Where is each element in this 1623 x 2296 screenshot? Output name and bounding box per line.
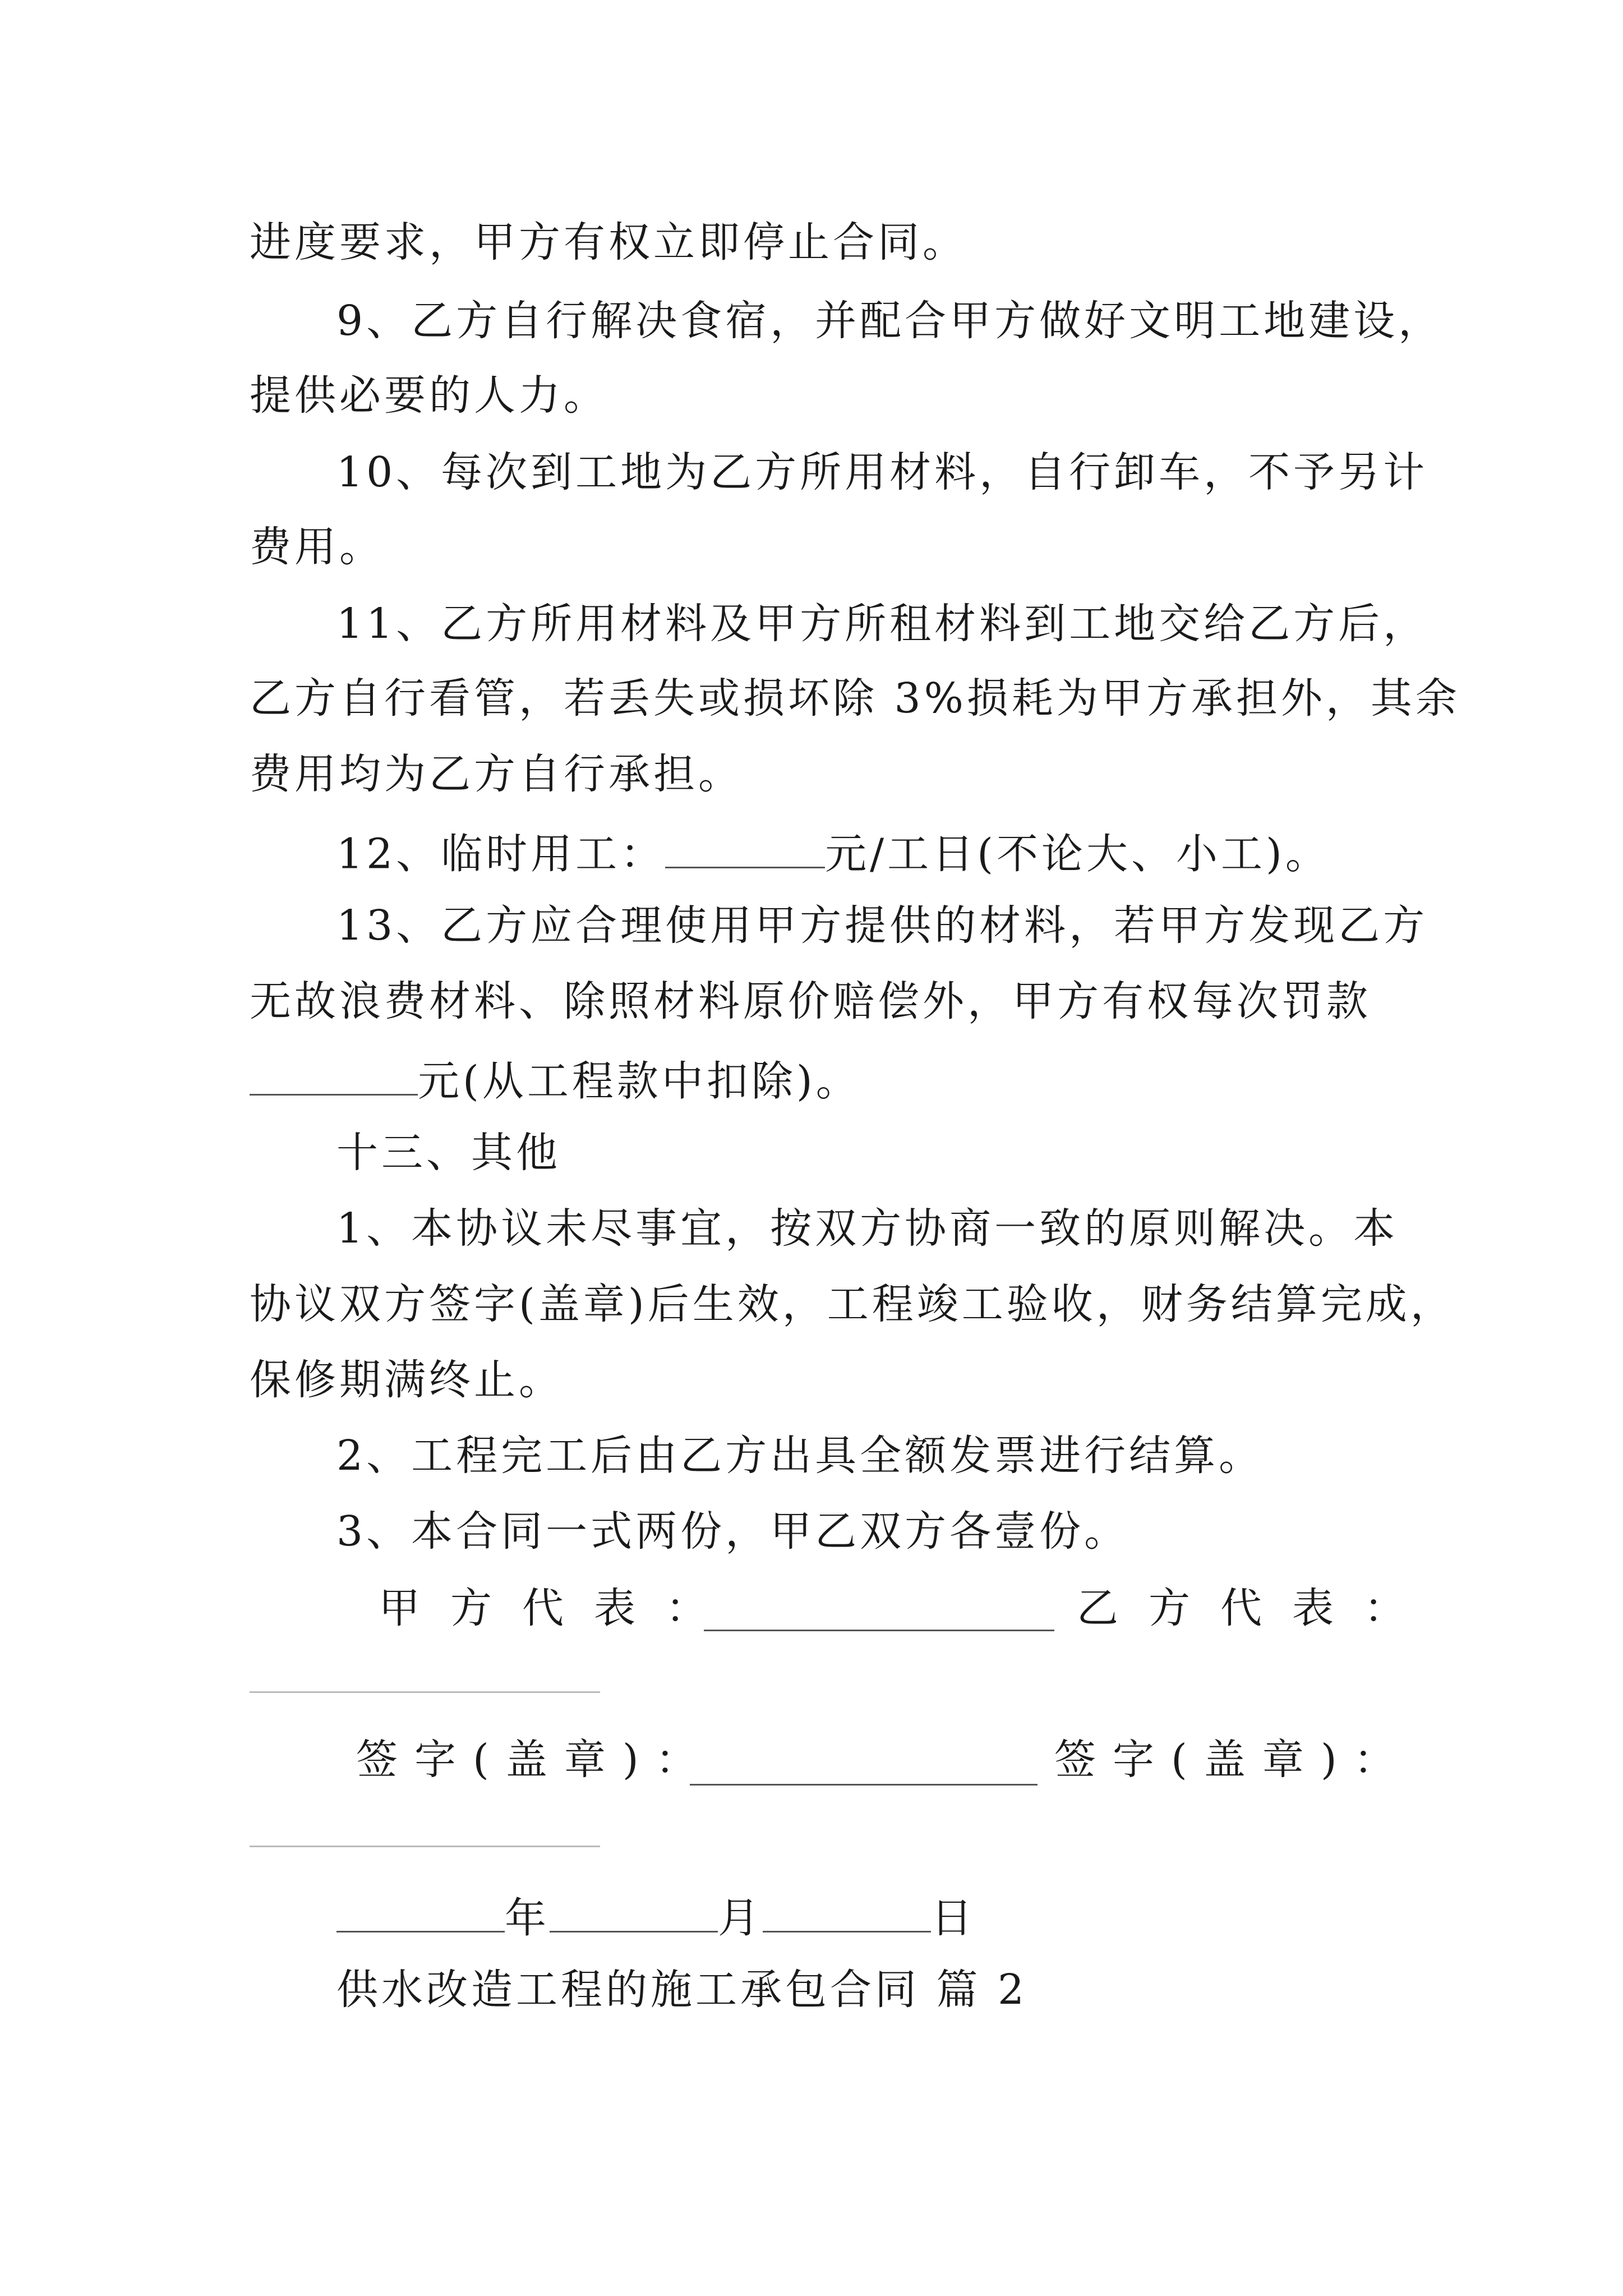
text-line: 费用均为乙方自行承担。 [250,750,743,798]
year-blank[interactable] [336,1893,505,1932]
date-line [336,1893,976,1943]
party-a-sign-blank[interactable] [690,1784,1038,1786]
wage-blank[interactable] [665,829,825,868]
day-blank[interactable] [763,1893,931,1932]
month-blank[interactable] [550,1893,718,1932]
text-line: 无故浪费材料、除照材料原价赔偿外，甲方有权每次罚款 [250,977,1371,1025]
clause-12 [336,829,1330,878]
text-line [250,1056,861,1106]
clause-11: 11、乙方所用材料及甲方所租材料到工地交给乙方后， [336,600,1428,648]
text-line: 提供必要的人力。 [250,371,608,420]
clause-13: 13、乙方应合理使用甲方提供的材料，若甲方发现乙方 [336,901,1428,950]
party-a-rep-label: 甲方代表： [379,1584,737,1632]
other-clause-2: 2、工程完工后由乙方出具全额发票进行结算。 [336,1432,1264,1480]
party-a-rep-blank[interactable] [704,1630,1054,1631]
penalty-blank[interactable] [250,1056,418,1096]
text-line: 保修期满终止。 [250,1356,564,1404]
section-heading: 十三、其他 [336,1129,561,1177]
month-label: 月 [718,1894,763,1943]
penalty-unit: 元(从工程款中扣除)。 [418,1057,861,1106]
party-b-sign-blank[interactable] [250,1846,600,1847]
party-b-rep-label: 乙方代表： [1077,1584,1436,1632]
clause-12-unit: 元/工日(不论大、小工)。 [825,830,1330,878]
clause-9: 9、乙方自行解决食宿，并配合甲方做好文明工地建设， [336,297,1444,345]
next-contract-title: 供水改造工程的施工承包合同 篇 2 [336,1966,1028,2014]
party-b-sign-label: 签字(盖章)： [1054,1736,1412,1784]
text-line: 费用。 [250,523,384,571]
clause-12-label: 12、临时用工： [336,830,666,878]
party-a-sign-label: 签字(盖章)： [356,1736,714,1784]
other-clause-1: 1、本协议未尽事宜，按双方协商一致的原则解决。本 [336,1204,1399,1253]
clause-10: 10、每次到工地为乙方所用材料，自行卸车，不予另计 [336,448,1428,496]
text-line: 进度要求，甲方有权立即停止合同。 [250,218,967,266]
year-label: 年 [505,1894,550,1943]
text-line: 乙方自行看管，若丢失或损坏除 3%损耗为甲方承担外，其余 [250,674,1460,723]
party-b-rep-blank[interactable] [250,1691,600,1693]
day-label: 日 [931,1894,976,1943]
other-clause-3: 3、本合同一式两份，甲乙双方各壹份。 [336,1507,1129,1556]
text-line: 协议双方签字(盖章)后生效，工程竣工验收，财务结算完成， [250,1280,1455,1328]
